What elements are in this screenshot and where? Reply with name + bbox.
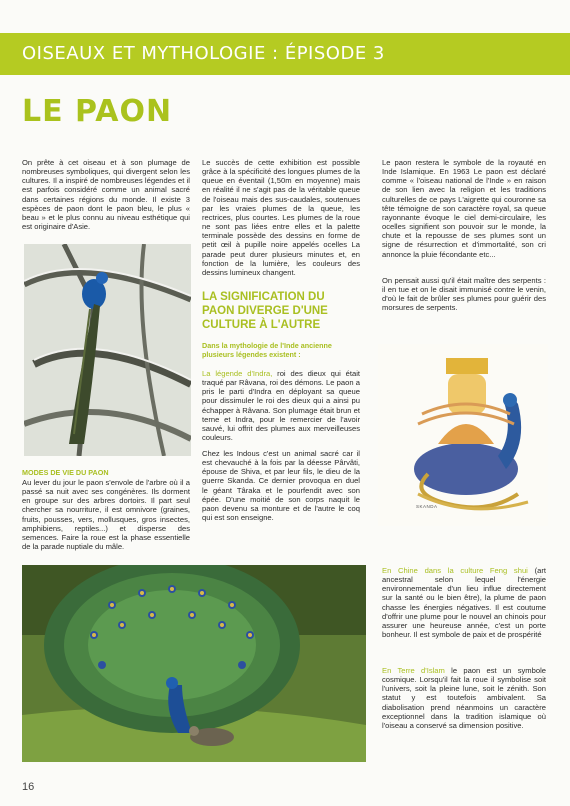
page-number: 16 [22, 781, 35, 793]
indra-paragraph [202, 369, 360, 442]
india-subheading: Dans la mythologie de l'Inde ancienne plusieurs légendes existent : [202, 341, 332, 359]
peacock-branch-photo [24, 244, 191, 456]
modes-paragraph: Au lever du jour le paon s'envole de l'arbre où il a passé sa nuit avec ses congénères. Ils dorment en groupe sur des arbres dortoirs. Il part seul chercher sa nourriture, il est omnivore (graines, fruits, pousses, vers, mollusques, gros insectes, amphibiens, reptiles...) et disperse des semences. Faire la roue est la phase essentielle de la parade nuptiale du mâle. [22, 478, 190, 552]
exhibition-paragraph: Le succès de cette exhibition est possible grâce à la spécificité des longues plumes de la queue en éventail (1,50m en moyenne) mais en réalité il ne s'agit pas de la véritable queue de l'oiseau mais des sus-caudales, soutenues par les vraies plumes de la queue, les rectrices, plus courtes. Les plumes de la roue ne sont pas liées entre elles et la palette terminale possède des dessins en forme de petit œil à pupille noire appelés ocelles La parade peut durer plusieurs minutes et, en fonction de la lumière, les couleurs des dessins lumineux changent. [202, 158, 360, 277]
banner-title: OISEAUX ET MYTHOLOGIE : ÉPISODE 3 [22, 43, 385, 64]
islam-text: le paon est un symbole cosmique. Lorsqu'il fait la roue il symbolise soit l'univers, soit la pleine lune, soit le zénith. Son statut y est toutefois ambivalent. Sa diabolisation prend néanmoins un caractère exceptionnel dans la tradition islamique où l'oiseau a conservé sa dimension positive. [382, 666, 546, 730]
fengshui-label: En Chine dans la culture Feng shui [382, 566, 528, 575]
indra-label: La légende d'Indra, [202, 369, 273, 378]
intro-paragraph: On prête à cet oiseau et à son plumage de nombreuses symboliques, qui divergent selon les cultures. Il a inspiré de nombreuses légendes et il est parfois considéré comme un animal sacré dans certaines régions du monde. Il existe 3 espèces de paon dont le paon bleu, le plus « beau » et le plus connu au niveau esthétique qui est originaire d'Asie. [22, 158, 190, 232]
signification-heading: LA SIGNIFICATION DU PAON DIVERGE D'UNE CULTURE À L'AUTRE [202, 291, 328, 331]
indra-text: roi des dieux qui était traqué par Râvana, roi des démons. Le paon a pris le parti d'Indra en déployant sa queue pour dissimuler le roi des dieux qui a ainsi pu échapper à Râvana. Son plumage était brun et terne et Indra, pour le remercier de l'avoir sauvé, lui offrit des plumes aux merveilleuses couleurs. [202, 369, 360, 443]
peacock-display-photo [22, 565, 366, 762]
indous-paragraph: Chez les Indous c'est un animal sacré car il est chevauché à la fois par la déesse Pârvâti, épouse de Shiva, et par leur fils, le dieu de la guerre Skanda. Ce dernier provoqua en duel le géant Târaka et le pourfendit avec son épée. D'une moitié de son corps naquit le paon devenu sa monture et de l'autre le coq qui est son enseigne. [202, 449, 360, 523]
royalty-paragraph: Le paon restera le symbole de la royauté en Inde Islamique. En 1963 Le paon est déclaré comme « l'oiseau national de l'Inde » en raison de son lien avec la religion et les traditions culturelles de ce pays L'aigrette qui couronne sa tête témoigne de son caractère royal, sa queue rayonnante évoque le ciel demi-circulaire, les ocelles signifient son pouvoir sur le monde, la chute et la repousse de ses plumes sont un signe de résurrection et d'immortalité, son cri annonce la pluie fécondante etc... [382, 158, 546, 259]
fengshui-text: (art ancestral selon lequel l'énergie environnementale d'un lieu influe directement sur la santé ou le bien être), la plume de paon chasse les énergies négatives. Il est coutume d'offrir une plume pour le nouvel an chinois pour assurer une heureuse année, c'est un porte bonheur. Il est symbole de paix et de prospérité [382, 566, 546, 640]
fengshui-paragraph [382, 566, 546, 639]
article-title: LE PAON [22, 94, 173, 129]
modes-heading: MODES DE VIE DU PAON [22, 468, 109, 477]
serpents-paragraph: On pensait aussi qu'il était maître des serpents : il en tue et on le disait immunisé contre le venin, d'où le fait de brûler ses plumes pour guérir des morsures de serpents. [382, 276, 546, 313]
skanda-illustration [378, 344, 548, 526]
islam-label: En Terre d'Islam [382, 666, 445, 675]
episode-banner [0, 33, 570, 75]
illustration-caption: SKANDA [416, 504, 438, 509]
islam-paragraph [382, 666, 546, 730]
